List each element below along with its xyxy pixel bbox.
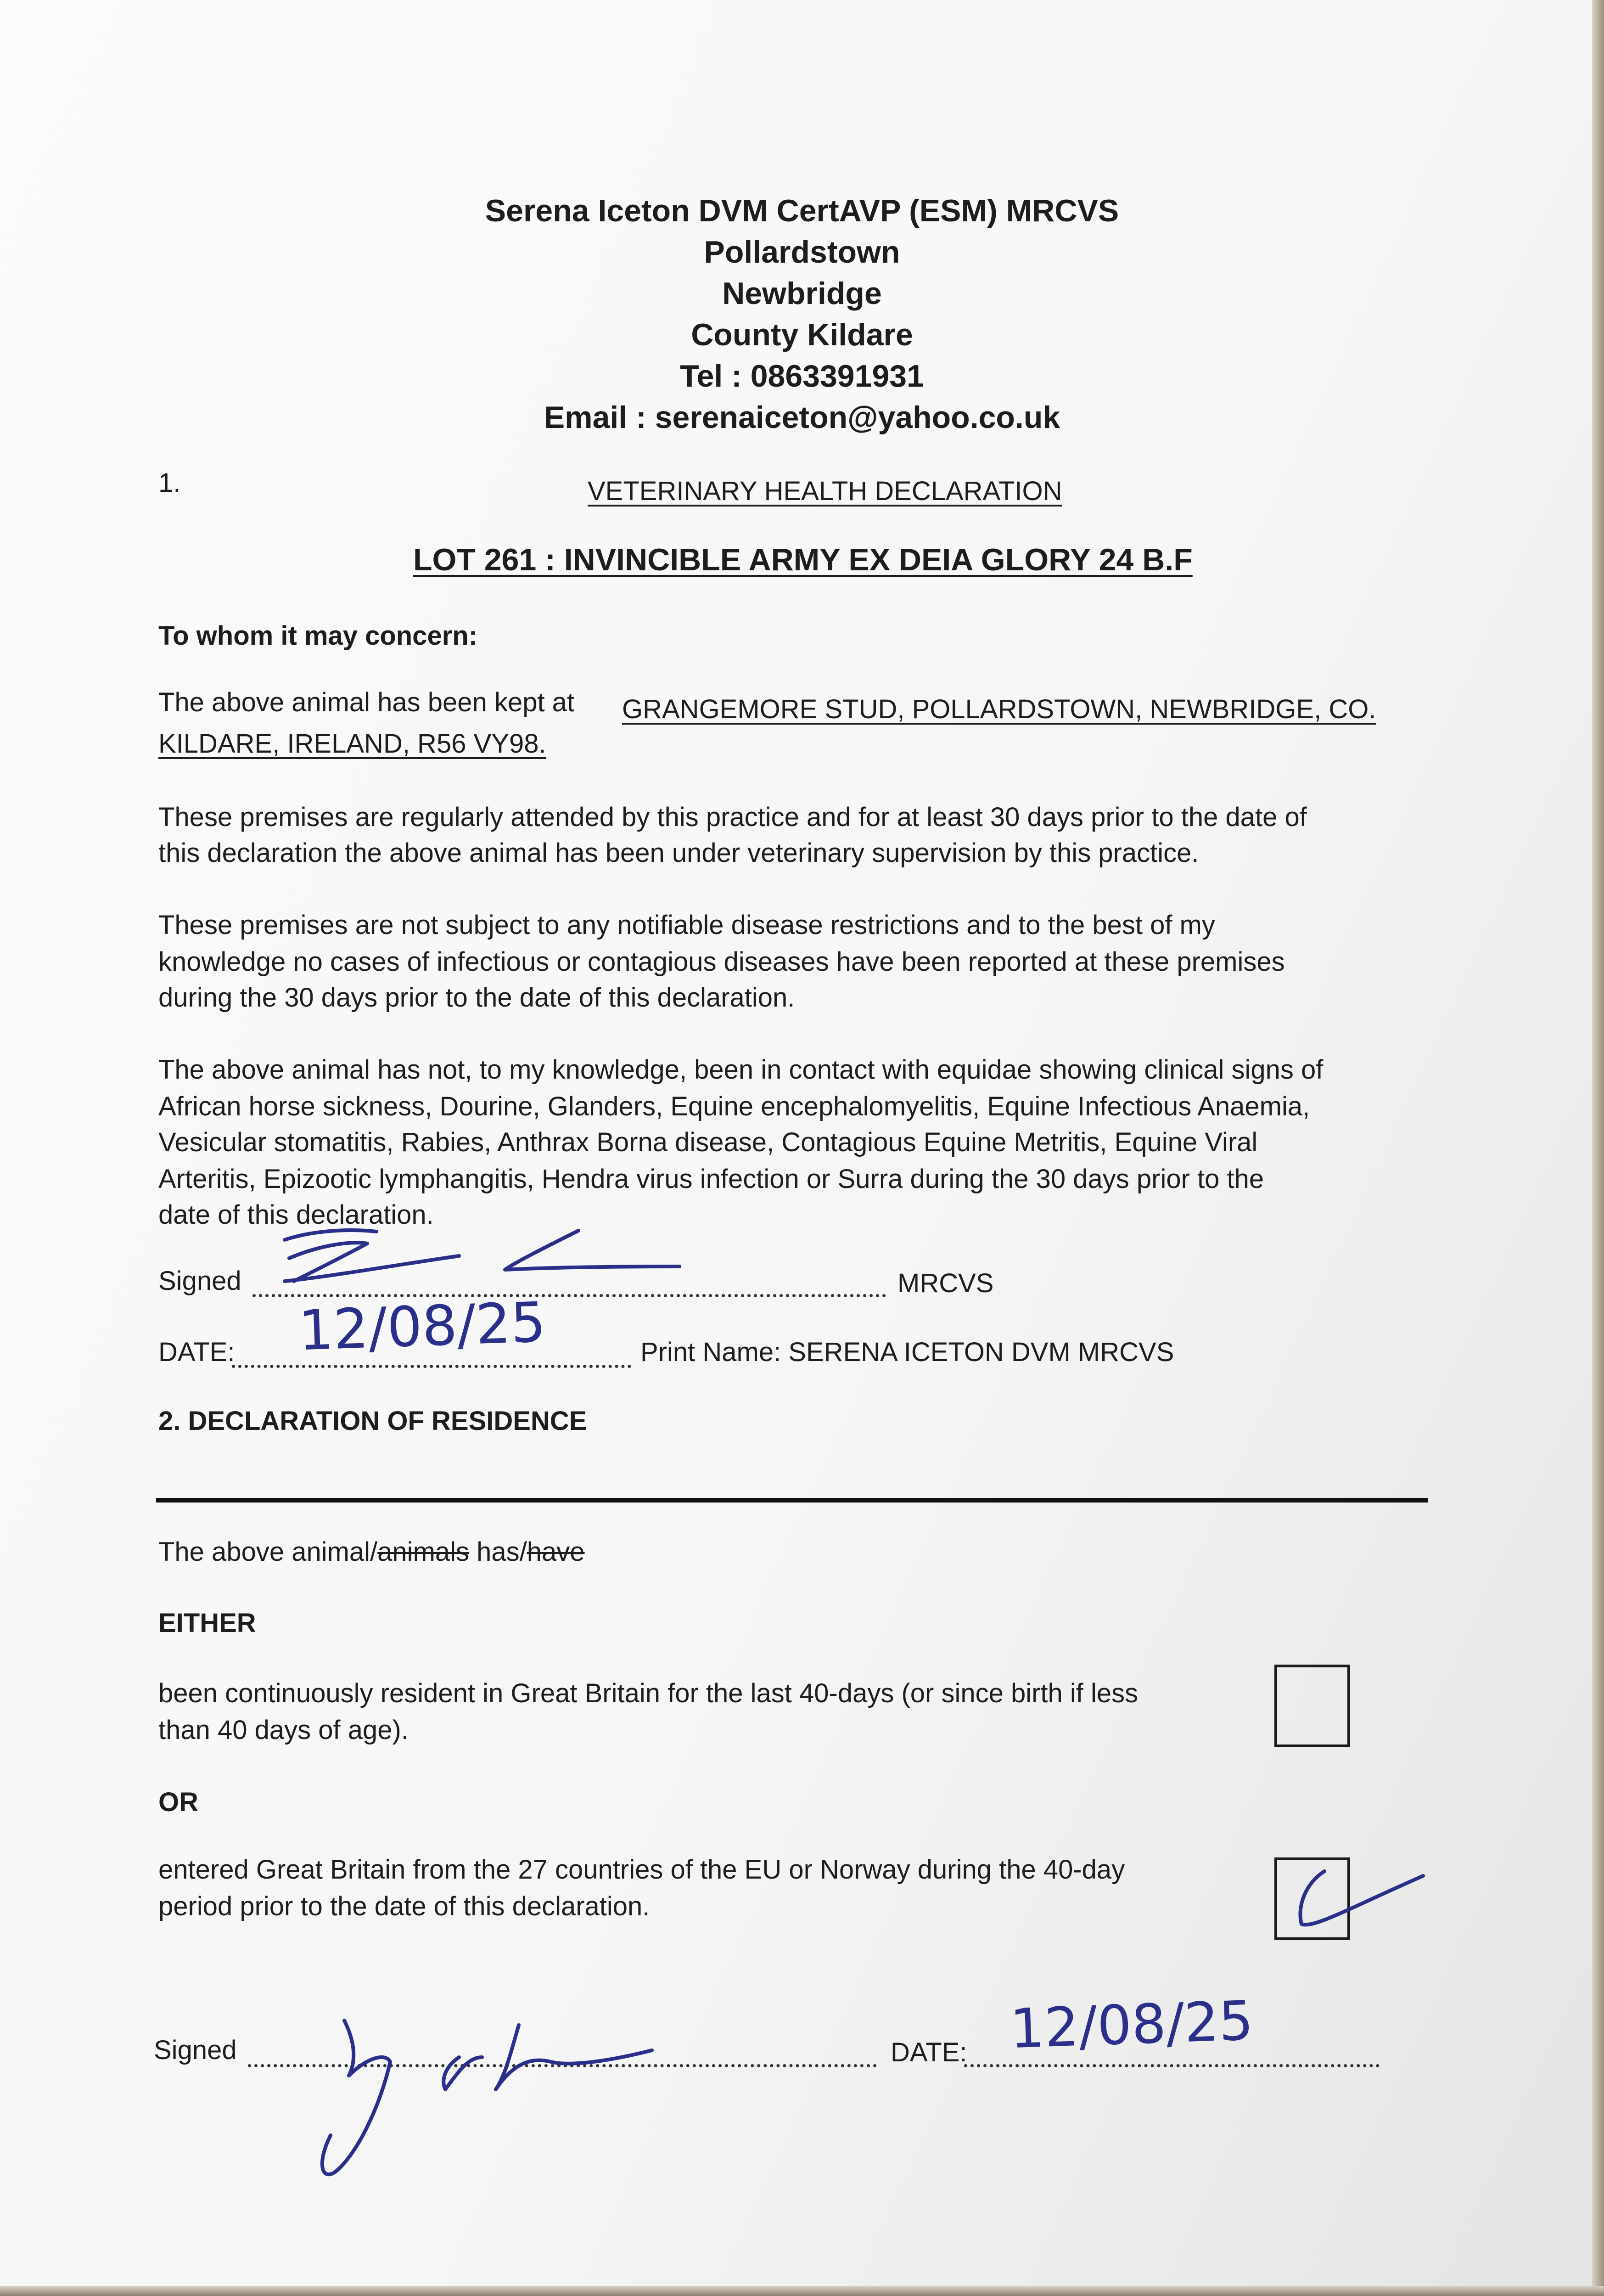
kept-at-prefix: The above animal has been kept at [158, 687, 575, 717]
option-2-checkmark [1281, 1855, 1437, 1947]
paragraph-2-line-1: These premises are regularly attended by this practice and for at least 30 days prior to the date of [158, 802, 1307, 832]
residence-intro: The above animal/animals has/have [158, 1537, 585, 1567]
option-1-line-2: than 40 days of age). [158, 1715, 409, 1745]
print-name: Print Name: SERENA ICETON DVM MRCVS [640, 1337, 1174, 1367]
either-label: EITHER [158, 1608, 256, 1638]
kept-at-address-1: GRANGEMORE STUD, POLLARDSTOWN, NEWBRIDGE, CO. [622, 694, 1376, 724]
date-line-1 [232, 1365, 631, 1368]
date-line-2 [964, 2064, 1380, 2067]
date-value-2: 12/08/25 [1009, 1988, 1255, 2061]
email: Email : serenaiceton@yahoo.co.uk [544, 400, 1060, 435]
date-label-1: DATE: [158, 1337, 235, 1367]
paragraph-4-line-3: Vesicular stomatitis, Rabies, Anthrax Borna disease, Contagious Equine Metritis, Equine Viral [158, 1127, 1258, 1157]
address-line-3: County Kildare [691, 317, 913, 352]
option-2-line-2: period prior to the date of this declaration. [158, 1891, 650, 1921]
paragraph-3-line-1: These premises are not subject to any notifiable disease restrictions and to the best of my [158, 910, 1215, 940]
vet-signature-1 [257, 1212, 716, 1304]
page-edge-bottom [0, 2286, 1604, 2296]
paragraph-4-line-2: African horse sickness, Dourine, Glanders, Equine encephalomyelitis, Equine Infectious Anaemia, [158, 1092, 1310, 1121]
paragraph-2-line-2: this declaration the above animal has been under veterinary supervision by this practice. [158, 838, 1199, 868]
salutation: To whom it may concern: [158, 621, 478, 651]
telephone: Tel : 0863391931 [680, 359, 924, 394]
mrcvs-suffix: MRCVS [897, 1268, 994, 1298]
paragraph-3-line-2: knowledge no cases of infectious or contagious diseases have been reported at these premises [158, 947, 1285, 977]
address-line-1: Pollardstown [704, 235, 900, 270]
vet-signature-2 [275, 1988, 689, 2186]
paragraph-4-line-4: Arteritis, Epizootic lymphangitis, Hendra virus infection or Surra during the 30 days prior to the [158, 1164, 1264, 1194]
vet-name: Serena Iceton DVM CertAVP (ESM) MRCVS [485, 193, 1119, 228]
signed-label-2: Signed [154, 2035, 237, 2065]
kept-at-address-2: KILDARE, IRELAND, R56 VY98. [158, 729, 546, 759]
section-divider [156, 1498, 1428, 1503]
paragraph-4-line-5: date of this declaration. [158, 1200, 434, 1230]
option-1-checkbox[interactable] [1274, 1665, 1350, 1747]
page-edge-right [1592, 0, 1604, 2296]
signed-label-1: Signed [158, 1266, 241, 1296]
declaration-title: VETERINARY HEALTH DECLARATION [588, 476, 1062, 506]
lot-title: LOT 261 : INVINCIBLE ARMY EX DEIA GLORY 24 B.F [413, 542, 1193, 577]
section-number: 1. [158, 468, 181, 498]
section-2-title: 2. DECLARATION OF RESIDENCE [158, 1406, 587, 1436]
option-1-line-1: been continuously resident in Great Britain for the last 40-days (or since birth if less [158, 1678, 1139, 1708]
or-label: OR [158, 1787, 198, 1817]
date-value-1: 12/08/25 [297, 1290, 547, 1363]
paragraph-3-line-3: during the 30 days prior to the date of this declaration. [158, 983, 795, 1013]
address-line-2: Newbridge [722, 276, 882, 311]
date-label-2: DATE: [891, 2037, 967, 2067]
option-2-line-1: entered Great Britain from the 27 countries of the EU or Norway during the 40-day [158, 1855, 1125, 1885]
paragraph-4-line-1: The above animal has not, to my knowledge, been in contact with equidae showing clinical signs of [158, 1055, 1324, 1085]
